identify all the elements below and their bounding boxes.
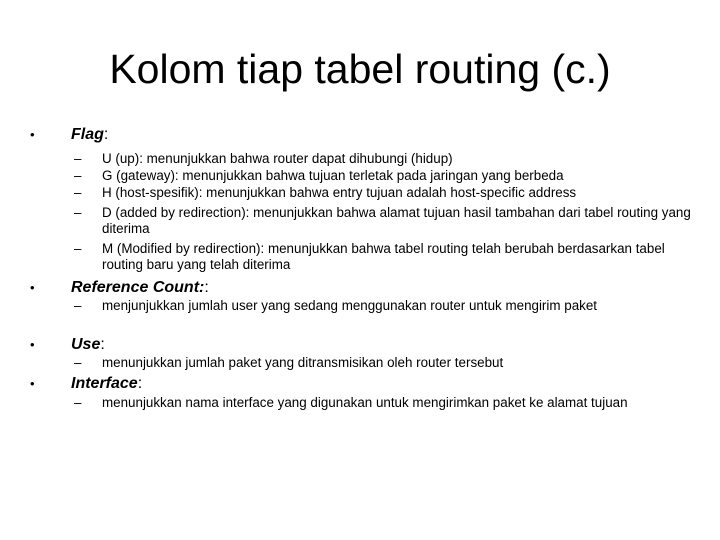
flag-item-u-text: U (up): menunjukkan bahwa router dapat dihubungi (hidup) (102, 151, 453, 166)
heading-interface-colon: : (137, 375, 143, 392)
heading-reference-count-colon: : (204, 279, 209, 296)
flag-item-h-text: H (host-spesifik): menunjukkan bahwa entry tujuan adalah host-specific address (102, 185, 577, 200)
dash: – (74, 205, 82, 220)
flag-item-g (74, 168, 694, 184)
bullet-use: • (30, 337, 35, 352)
flag-item-d (74, 205, 694, 237)
interface-item (74, 395, 694, 411)
heading-reference-count (71, 278, 209, 298)
dash: – (74, 185, 82, 200)
flag-item-g-text: G (gateway): menunjukkan bahwa tujuan terletak pada jaringan yang berbeda (102, 168, 564, 183)
flag-item-m (74, 241, 694, 273)
bullet-flag: • (30, 127, 35, 142)
flag-item-u (74, 151, 694, 167)
bullet-interface: • (30, 376, 35, 391)
dash: – (74, 168, 82, 183)
use-item-text: menunjukkan jumlah paket yang ditransmisikan oleh router tersebut (102, 355, 504, 370)
flag-item-h (74, 185, 694, 201)
heading-interface (71, 374, 142, 394)
heading-use-label: Use (71, 336, 101, 353)
reference-count-item-text: menjunjukkan jumlah user yang sedang menggunakan router untuk mengirim paket (102, 298, 598, 313)
flag-item-m-text: M (Modified by redirection): menunjukkan bahwa tabel routing telah berubah berdasarkan tabel routing baru yang telah diterima (102, 241, 665, 272)
heading-flag-label: Flag (71, 126, 104, 143)
heading-interface-label: Interface (71, 375, 138, 392)
heading-flag (71, 125, 108, 145)
heading-flag-colon: : (103, 126, 109, 143)
slide-title: Kolom tiap tabel routing (c.) (109, 46, 611, 92)
heading-use (71, 335, 105, 355)
use-item (74, 355, 694, 371)
dash: – (74, 241, 82, 256)
interface-item-text: menunjukkan nama interface yang digunakan untuk mengirimkan paket ke alamat tujuan (102, 395, 628, 410)
heading-use-colon: : (100, 336, 105, 353)
dash: – (74, 395, 82, 410)
dash: – (74, 151, 82, 166)
bullet-reference-count: • (30, 280, 35, 295)
dash: – (74, 298, 82, 313)
dash: – (74, 355, 82, 370)
reference-count-item (74, 298, 694, 314)
flag-item-d-text: D (added by redirection): menunjukkan bahwa alamat tujuan hasil tambahan dari tabel routing yang diterima (102, 205, 691, 236)
heading-reference-count-label: Reference Count: (71, 279, 205, 296)
